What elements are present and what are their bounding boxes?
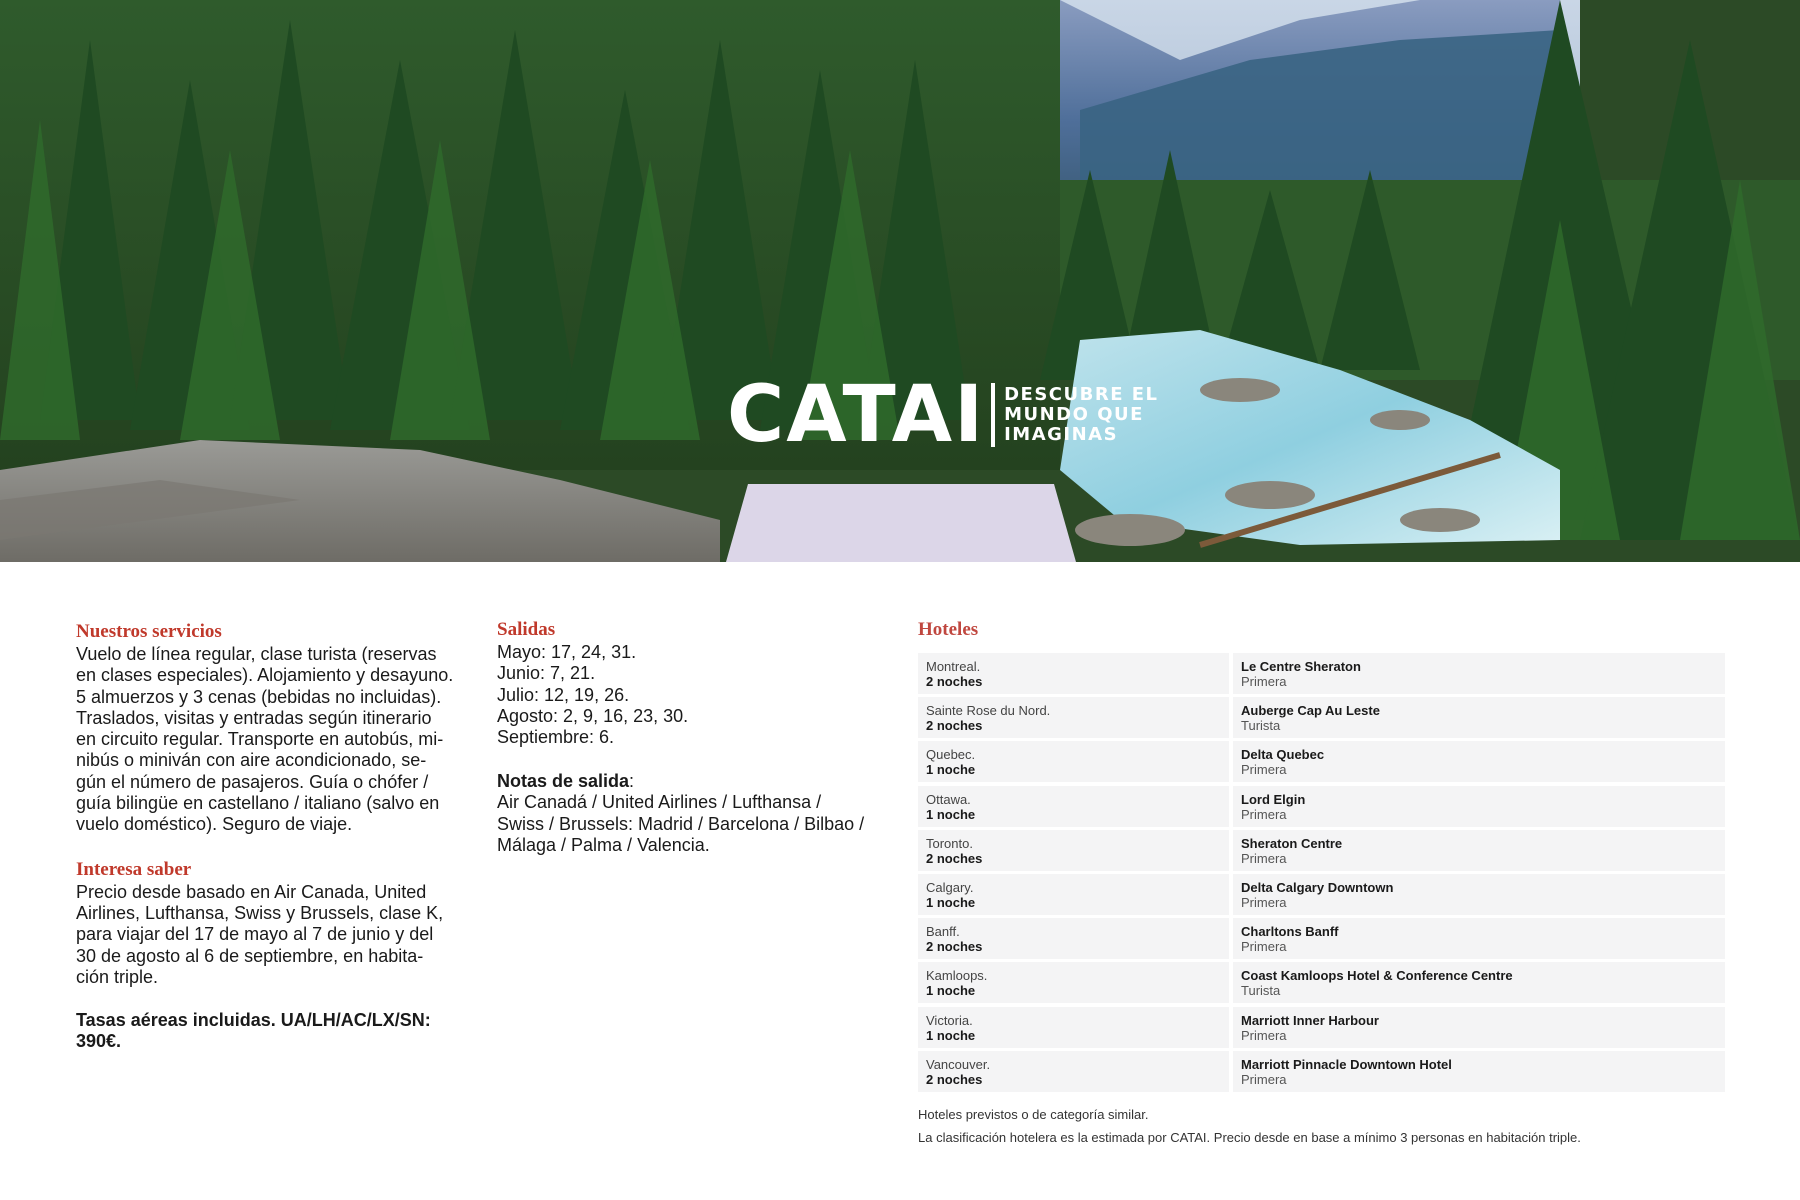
footnote: La clasificación hotelera es la estimada por CATAI. Precio desde en base a mínimo 3 personas en habitación triple. [918,1130,1581,1145]
hotel-name: Charltons Banff [1241,924,1339,940]
salida-date: Junio: 7, 21. [497,663,596,684]
city-name: Montreal. [926,659,981,674]
salida-date: Agosto: 2, 9, 16, 23, 30. [497,705,689,726]
hotel-cell [1233,962,1725,1003]
hotel-cell [1233,918,1725,959]
notas-line: Swiss / Brussels: Madrid / Barcelona / Bilbao / [497,813,865,834]
hotel-category: Primera [1241,894,1287,910]
servicios-line: en circuito regular. Transporte en autobús, mi- [76,729,444,750]
hotel-category: Primera [1241,806,1287,822]
city-name: Victoria. [926,1012,973,1028]
city-name: Kamloops. [926,968,988,984]
spacer [497,748,882,770]
table-row [918,1051,1725,1092]
brand-tagline [1004,385,1158,445]
city-cell [918,653,1229,694]
hoteles-heading: Hoteles [918,619,979,640]
hotel-category: Primera [1241,674,1287,689]
nights: 2 noches [926,718,983,734]
salida-date: Julio: 12, 19, 26. [497,684,630,705]
tagline-line-3: IMAGINAS [1004,424,1119,445]
city-cell [918,697,1229,738]
table-row [918,1007,1725,1048]
departures-column [497,618,882,856]
table-row [918,830,1725,871]
interesa-line: 30 de agosto al 6 de septiembre, en habita- [76,945,424,966]
hotel-category: Primera [1241,850,1287,866]
city-name: Banff. [926,924,960,940]
hotel-name: Marriott Pinnacle Downtown Hotel [1241,1056,1452,1072]
brand-divider [991,383,995,447]
city-cell [918,830,1229,871]
tagline-line-1: DESCUBRE EL [1004,384,1159,405]
servicios-line: vuelo doméstico). Seguro de viaje. [76,814,353,835]
hotel-cell [1233,1051,1725,1092]
hotel-name: Sheraton Centre [1241,835,1343,851]
salida-date: Mayo: 17, 24, 31. [497,642,637,662]
spacer [76,836,459,858]
notas-text [497,792,882,856]
tagline-line-2: MUNDO QUE [1004,404,1144,425]
hotel-name: Auberge Cap Au Leste [1241,703,1380,719]
servicios-line: en clases especiales). Alojamiento y desayuno. [76,665,454,686]
hotel-category: Primera [1241,939,1287,955]
hotel-cell [1233,874,1725,915]
table-row [918,874,1725,915]
notas-label-text: Notas de salida [497,771,630,792]
interesa-line: ción triple. [76,966,159,987]
city-name: Calgary. [926,879,974,895]
nights: 1 noche [926,1027,976,1043]
interesa-line: Airlines, Lufthansa, Swiss y Brussels, clase K, [76,902,444,923]
hotel-name: Le Centre Sheraton [1241,659,1361,674]
city-name: Toronto. [926,835,973,851]
servicios-text [76,644,459,836]
hotel-category: Primera [1241,1071,1287,1087]
nights: 1 noche [926,806,976,822]
city-name: Vancouver. [926,1056,991,1072]
services-column [76,620,459,1053]
table-row [918,653,1725,694]
hotel-cell [1233,786,1725,827]
brand-name: CATAI [727,370,986,460]
tasas-line: 390€. [76,1031,122,1052]
hotels-table [918,653,1725,1095]
nights: 2 noches [926,850,983,866]
lavender-tab [726,484,1076,562]
city-cell [918,1007,1229,1048]
city-cell [918,918,1229,959]
hotel-name: Coast Kamloops Hotel & Conference Centre [1241,968,1513,984]
city-name: Sainte Rose du Nord. [926,703,1051,719]
nights: 1 noche [926,894,976,910]
servicios-line: 5 almuerzos y 3 cenas (bebidas no incluidas). [76,686,442,707]
nights: 1 noche [926,983,976,999]
hotels-column [918,618,1725,642]
hotel-name: Lord Elgin [1241,791,1306,807]
hotel-name: Delta Quebec [1241,747,1325,763]
hotel-category: Turista [1241,983,1281,999]
hotel-category: Primera [1241,1027,1287,1043]
hotel-category: Turista [1241,718,1281,734]
notas-line: Málaga / Palma / Valencia. [497,835,710,856]
servicios-line: gún el número de pasajeros. Guía o chófer / [76,771,429,792]
tasas-note [76,1010,459,1053]
salidas-dates [497,642,882,748]
salida-date: Septiembre: 6. [497,727,615,748]
hero-image [0,0,1800,562]
nights: 2 noches [926,1071,983,1087]
hotel-name: Marriott Inner Harbour [1241,1012,1379,1028]
city-cell [918,962,1229,1003]
city-cell [918,786,1229,827]
notas-line: Air Canadá / United Airlines / Lufthansa / [497,792,822,813]
city-cell [918,1051,1229,1092]
hotel-category: Primera [1241,762,1287,778]
interesa-line: Precio desde basado en Air Canada, United [76,881,427,902]
notas-label [497,770,882,792]
table-row [918,786,1725,827]
notas-colon: : [629,771,635,792]
servicios-line: nibús o miniván con aire acondicionado, se- [76,750,427,771]
interesa-text [76,882,459,988]
servicios-line: guía bilingüe en castellano / italiano (salvo en [76,793,440,814]
nights: 1 noche [926,762,976,778]
nights: 2 noches [926,674,983,689]
hotel-cell [1233,697,1725,738]
servicios-line: Vuelo de línea regular, clase turista (reservas [76,644,437,664]
city-name: Ottawa. [926,791,971,807]
hotel-footnotes [918,1103,1738,1149]
hotel-cell [1233,653,1725,694]
hotel-cell [1233,830,1725,871]
spacer [76,988,459,1010]
city-cell [918,874,1229,915]
interesa-line: para viajar del 17 de mayo al 7 de junio y del [76,924,434,945]
table-row [918,697,1725,738]
salidas-heading: Salidas [497,619,556,640]
hotel-cell [1233,1007,1725,1048]
hotel-name: Delta Calgary Downtown [1241,879,1394,895]
table-row [918,962,1725,1003]
city-cell [918,741,1229,782]
nights: 2 noches [926,939,983,955]
footnote: Hoteles previstos o de categoría similar. [918,1107,1149,1122]
servicios-line: Traslados, visitas y entradas según itinerario [76,707,432,728]
interesa-heading: Interesa saber [76,858,192,880]
tasas-line: Tasas aéreas incluidas. UA/LH/AC/LX/SN: [76,1010,431,1031]
servicios-heading: Nuestros servicios [76,621,222,642]
forest-river-landscape [0,0,1800,562]
table-row [918,918,1725,959]
city-name: Quebec. [926,747,976,763]
catai-logo [727,370,1159,460]
table-row [918,741,1725,782]
hotel-cell [1233,741,1725,782]
